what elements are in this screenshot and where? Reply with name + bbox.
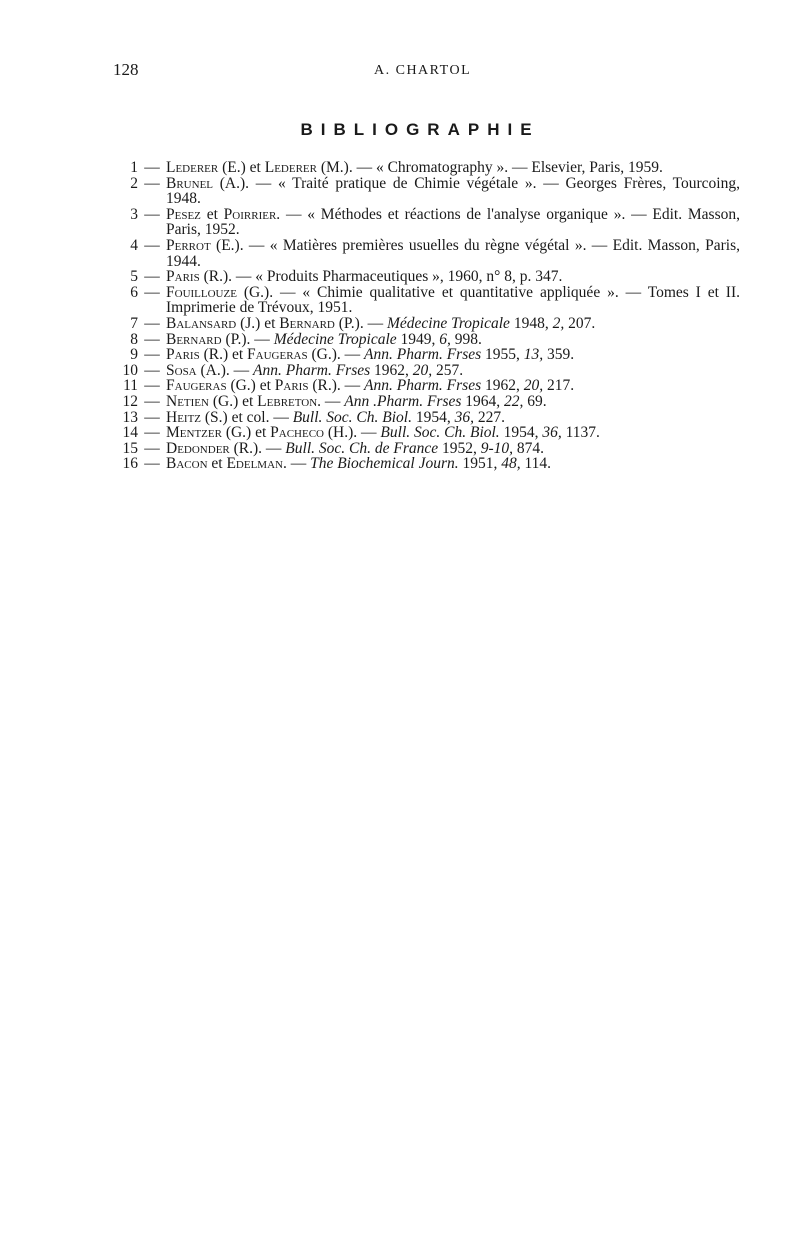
- journal-ref: 9-10,: [480, 439, 514, 457]
- entry-text-segment: 1952,: [438, 439, 481, 457]
- entry-text-segment: 1948,: [509, 314, 553, 332]
- journal-ref: 13,: [523, 346, 544, 364]
- journal-ref: Bull. Soc. Ch. Biol.: [380, 424, 500, 442]
- entry-text-segment: (R.). —: [229, 439, 286, 457]
- entry-number: 6: [130, 283, 138, 301]
- entry-text-segment: 114.: [520, 455, 552, 473]
- author-name: Sosa: [166, 361, 197, 379]
- entry-text-segment: (R.). —: [308, 377, 365, 395]
- entry-text-segment: (G.) et: [226, 377, 275, 395]
- bibliography-entry: [112, 363, 740, 379]
- entry-text-segment: (E.). — « Matières premières usuelles du règne végétal ». — Edit. Masson, Paris, 1944.: [166, 236, 740, 270]
- entry-text-segment: (A.). —: [196, 361, 254, 379]
- entry-number: 14: [122, 424, 138, 442]
- entry-dash: —: [144, 236, 160, 254]
- bibliography-entry: [112, 410, 740, 426]
- author-name: Netien: [166, 392, 209, 410]
- entry-number: 12: [122, 392, 138, 410]
- entry-text-segment: (G.) et: [221, 424, 271, 442]
- journal-ref: 20,: [412, 361, 433, 379]
- entry-text-segment: 1137.: [561, 424, 600, 442]
- entry-text: [166, 363, 740, 379]
- entry-text-segment: (S.) et col. —: [201, 408, 293, 426]
- author-name: Mentzer: [166, 424, 222, 442]
- journal-ref: Bull. Soc. Ch. de France: [285, 439, 439, 457]
- journal-ref: Ann .Pharm. Frses: [344, 392, 462, 410]
- author-name: Fouillouze: [166, 283, 237, 301]
- author-name: Pesez: [166, 205, 201, 223]
- entry-text-segment: 874.: [513, 439, 545, 457]
- author-name: Poirrier: [223, 205, 277, 223]
- entry-number: 9: [130, 346, 138, 364]
- bibliography-entry: [112, 176, 740, 207]
- entry-number: 8: [130, 330, 138, 348]
- entry-number: 7: [130, 314, 138, 332]
- bibliography-entry: [112, 207, 740, 238]
- author-name: Bernard: [279, 314, 335, 332]
- entry-dash: —: [144, 377, 160, 395]
- entry-text-segment: (P.). —: [221, 330, 274, 348]
- author-name: Bacon: [166, 455, 208, 473]
- journal-ref: 36,: [454, 408, 474, 426]
- entry-text-segment: . — « Méthodes et réactions de l'analyse organique ». — Edit. Masson, Paris, 1952.: [166, 205, 740, 239]
- bibliography-entry: [112, 238, 740, 269]
- author-name: Pacheco: [270, 424, 325, 442]
- entry-dash: —: [144, 424, 160, 442]
- journal-ref: Bull. Soc. Ch. Biol.: [292, 408, 412, 426]
- entry-text: [166, 394, 740, 410]
- author-name: Faugeras: [247, 346, 308, 364]
- entry-dash: —: [144, 283, 160, 301]
- entry-dash: —: [144, 205, 160, 223]
- bibliography-entry: [112, 160, 740, 176]
- bibliography-entry: [112, 285, 740, 316]
- journal-ref: 6,: [439, 330, 451, 348]
- entry-number: 16: [122, 455, 138, 473]
- bibliography-entry: [112, 347, 740, 363]
- entry-text-segment: et: [200, 205, 224, 223]
- entry-text-segment: 998.: [450, 330, 482, 348]
- entry-text: [166, 176, 740, 207]
- bibliography-entry: [112, 269, 740, 285]
- entry-text-segment: . —: [282, 455, 311, 473]
- entry-number: 15: [122, 439, 138, 457]
- entry-dash: —: [144, 439, 160, 457]
- entry-number: 2: [130, 174, 138, 192]
- entry-text-segment: 69.: [523, 392, 547, 410]
- bibliography-entry: [112, 316, 740, 332]
- entry-dash: —: [144, 159, 160, 176]
- journal-ref: Ann. Pharm. Frses: [253, 361, 371, 379]
- bibliography-entry: [112, 456, 740, 472]
- entry-dash: —: [144, 314, 160, 332]
- entry-text: [166, 160, 740, 176]
- entry-text-segment: 1964,: [461, 392, 505, 410]
- entry-text-segment: 1951,: [458, 455, 502, 473]
- entry-text: [166, 316, 740, 332]
- author-name: Paris: [166, 268, 200, 286]
- section-title: BIBLIOGRAPHIE: [300, 120, 540, 139]
- author-name: Balansard: [166, 314, 237, 332]
- journal-ref: Médecine Tropicale: [273, 330, 397, 348]
- entry-text-segment: (P.). —: [334, 314, 387, 332]
- bibliography-entry: [112, 394, 740, 410]
- page-number: 128: [113, 60, 139, 79]
- entry-text-segment: . —: [317, 392, 345, 410]
- author-name: Dedonder: [166, 439, 230, 457]
- running-head: A. CHARTOL: [374, 63, 472, 78]
- entry-text-segment: 257.: [432, 361, 464, 379]
- entry-dash: —: [144, 330, 160, 348]
- entry-text-segment: (A.). — « Traité pratique de Chimie végétale ». — Georges Frères, Tourcoing, 1948.: [166, 174, 740, 208]
- entry-text: [166, 269, 740, 285]
- author-name: Paris: [166, 346, 200, 364]
- entry-text: [166, 238, 740, 269]
- bibliography-list: [112, 160, 740, 472]
- entry-text-segment: 217.: [543, 377, 575, 395]
- author-name: Perrot: [166, 236, 211, 254]
- author-name: Lederer: [166, 159, 219, 176]
- author-name: Lederer: [264, 159, 317, 176]
- entry-text-segment: (H.). —: [324, 424, 381, 442]
- entry-number: 4: [130, 236, 138, 254]
- entry-text: [166, 207, 740, 238]
- entry-text: [166, 425, 740, 441]
- journal-ref: The Biochemical Journ.: [310, 455, 459, 473]
- entry-number: 5: [130, 268, 138, 286]
- entry-text-segment: (G.). — « Chimie qualitative et quantitative appliquée ». — Tomes I et II. Imprimerie de Trévoux, 1951.: [166, 283, 740, 317]
- author-name: Faugeras: [166, 377, 227, 395]
- author-name: Paris: [274, 377, 309, 395]
- entry-number: 11: [123, 377, 138, 395]
- author-name: Bernard: [166, 330, 222, 348]
- entry-text: [166, 285, 740, 316]
- entry-text: [166, 441, 740, 457]
- entry-text-segment: 207.: [564, 314, 596, 332]
- entry-number: 10: [122, 361, 138, 379]
- entry-text-segment: (G.). —: [307, 346, 365, 364]
- journal-ref: Ann. Pharm. Frses: [364, 346, 482, 364]
- entry-dash: —: [144, 174, 160, 192]
- entry-text-segment: (R.). — « Produits Pharmaceutiques », 1960, n° 8, p. 347.: [199, 268, 563, 286]
- entry-text: [166, 378, 740, 394]
- entry-number: 1: [130, 159, 138, 176]
- entry-text-segment: (J.) et: [236, 314, 280, 332]
- entry-dash: —: [144, 408, 160, 426]
- bibliography-entry: [112, 425, 740, 441]
- author-name: Edelman: [226, 455, 283, 473]
- journal-ref: 2,: [552, 314, 565, 332]
- entry-text-segment: (E.) et: [218, 159, 265, 176]
- entry-text: [166, 410, 740, 426]
- entry-text-segment: (M.). — « Chromatography ». — Elsevier, Paris, 1959.: [316, 159, 663, 176]
- bibliography-entry: [112, 332, 740, 348]
- entry-text-segment: 1962,: [370, 361, 413, 379]
- entry-dash: —: [144, 268, 160, 286]
- entry-text-segment: 1949,: [396, 330, 440, 348]
- entry-text-segment: 1954,: [411, 408, 455, 426]
- bibliography-entry: [112, 441, 740, 457]
- entry-text-segment: 1954,: [499, 424, 543, 442]
- entry-dash: —: [144, 361, 160, 379]
- entry-dash: —: [144, 455, 160, 473]
- entry-dash: —: [144, 346, 160, 364]
- journal-ref: 22,: [504, 392, 524, 410]
- entry-text-segment: 1955,: [481, 346, 524, 364]
- entry-number: 13: [122, 408, 138, 426]
- entry-text-segment: et: [207, 455, 227, 473]
- journal-ref: Médecine Tropicale: [386, 314, 510, 332]
- entry-text-segment: (G.) et: [208, 392, 258, 410]
- entry-text-segment: (R.) et: [199, 346, 248, 364]
- entry-text: [166, 456, 740, 472]
- author-name: Heitz: [166, 408, 202, 426]
- entry-number: 3: [130, 205, 138, 223]
- entry-text: [166, 332, 740, 348]
- entry-text-segment: 1962,: [481, 377, 524, 395]
- author-name: Brunel: [166, 174, 214, 192]
- journal-ref: 20,: [523, 377, 544, 395]
- entry-text-segment: 359.: [543, 346, 575, 364]
- entry-text-segment: 227.: [473, 408, 505, 426]
- entry-text: [166, 347, 740, 363]
- journal-ref: Ann. Pharm. Frses: [364, 377, 482, 395]
- entry-dash: —: [144, 392, 160, 410]
- journal-ref: 36,: [542, 424, 562, 442]
- journal-ref: 48,: [501, 455, 521, 473]
- bibliography-entry: [112, 378, 740, 394]
- author-name: Lebreton: [257, 392, 318, 410]
